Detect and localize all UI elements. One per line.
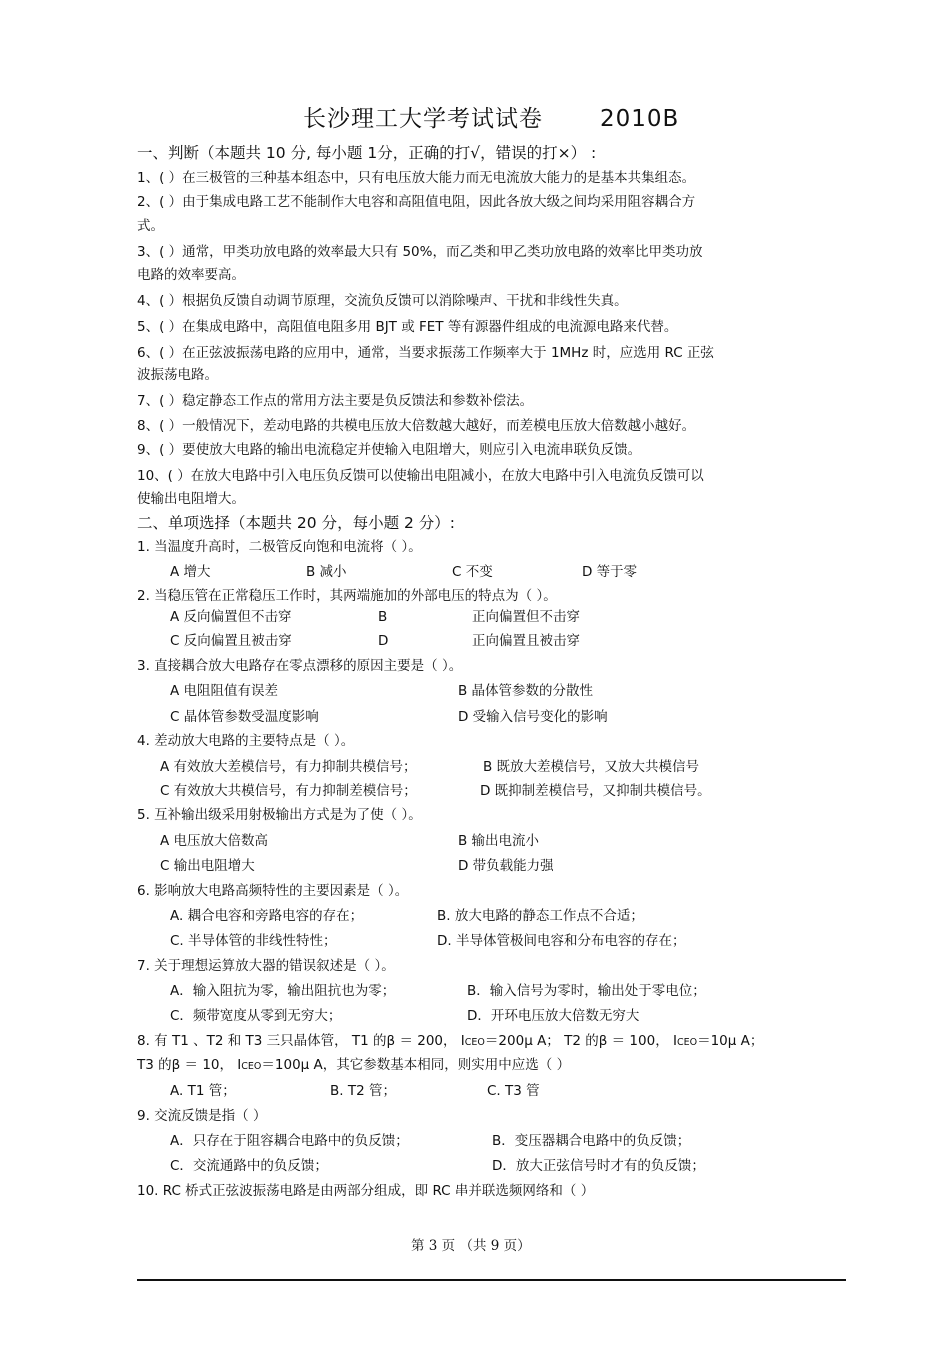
choice-q8-part5: ＝100μ A，其它参数基本相同，则实用中应选（ ） (261, 1057, 571, 1073)
choice-q7-c: C．频带宽度从零到无穷大； (170, 1008, 342, 1024)
choice-q5: 5. 互补输出级采用射极输出方式是为了使（ ）。 (137, 807, 422, 823)
choice-q10: 10. RC 桥式正弦波振荡电路是由两部分组成，即 RC 串并联选频网络和（ ） (137, 1183, 595, 1199)
choice-q4-d: D 既抑制差模信号，又抑制共模信号。 (480, 783, 711, 799)
section1-heading: 一、判断（本题共 10 分, 每小题 1分，正确的打√，错误的打×） : (137, 144, 597, 162)
exam-code: 2010B (600, 106, 680, 132)
judge-item-1: 1、( ）在三极管的三种基本组态中，只有电压放大能力而无电流放大能力的是基本共集组态。 (137, 170, 696, 186)
choice-q9: 9. 交流反馈是指（ ） (137, 1108, 267, 1124)
choice-q9-a: A．只存在于阻容耦合电路中的负反馈； (170, 1133, 409, 1149)
choice-q6-d: D. 半导体管极间电容和分布电容的存在； (437, 933, 686, 949)
choice-q7-b: B．输入信号为零时，输出处于零电位； (467, 983, 706, 999)
choice-q8-c: C. T3 管 (487, 1083, 540, 1099)
judge-item-2-cont: 式。 (137, 218, 164, 234)
exam-title: 长沙理工大学考试试卷 (303, 106, 543, 132)
choice-q1-d: D 等于零 (582, 564, 638, 580)
footer-rule (137, 1279, 846, 1281)
choice-q2-c: C 反向偏置且被击穿 (170, 633, 292, 649)
choice-q5-a: A 电压放大倍数高 (160, 833, 269, 849)
judge-item-10: 10、( ）在放大电路中引入电压负反馈可以使输出电阻减小，在放大电路中引入电流负反馈可以 (137, 468, 704, 484)
iceo-subscript: CEO (676, 1037, 698, 1048)
judge-item-8: 8、( ）一般情况下，差动电路的共模电压放大倍数越大越好，而差模电压放大倍数越小越好。 (137, 418, 696, 434)
choice-q1-c: C 不变 (452, 564, 493, 580)
choice-q8-cont (137, 1056, 570, 1076)
choice-q2-b: 正向偏置但不击穿 (472, 609, 580, 625)
choice-q8-part1: 8. 有 T1 、T2 和 T3 三只晶体管， T1 的β ＝ 200， I (137, 1033, 465, 1049)
choice-q2-a: A 反向偏置但不击穿 (170, 609, 292, 625)
choice-q6-a: A. 耦合电容和旁路电容的存在； (170, 908, 364, 924)
judge-item-4: 4、( ）根据负反馈自动调节原理，交流负反馈可以消除噪声、干扰和非线性失真。 (137, 293, 628, 309)
iceo-subscript: CEO (241, 1061, 262, 1072)
choice-q1: 1. 当温度升高时，二极管反向饱和电流将（ ）。 (137, 539, 422, 555)
choice-q7-d: D．开环电压放大倍数无穷大 (467, 1008, 640, 1024)
judge-item-6-cont: 波振荡电路。 (137, 367, 218, 383)
iceo-subscript: CEO (464, 1037, 485, 1048)
choice-q1-b: B 减小 (306, 564, 347, 580)
choice-q2-d: 正向偏置且被击穿 (472, 633, 580, 649)
judge-item-2: 2、( ）由于集成电路工艺不能制作大电容和高阻值电阻，因此各放大级之间均采用阻容耦合方 (137, 194, 696, 210)
judge-item-3: 3、( ）通常，甲类功放电路的效率最大只有 50%，而乙类和甲乙类功放电路的效率比甲类功放 (137, 244, 703, 260)
judge-item-10-cont: 使输出电阻增大。 (137, 491, 245, 507)
choice-q3-d: D 受输入信号变化的影响 (458, 709, 608, 725)
choice-q6-b: B. 放大电路的静态工作点不合适； (437, 908, 644, 924)
choice-q8-part2: ＝200μ A； T2 的β ＝ 100， I (484, 1033, 677, 1049)
choice-q9-c: C．交流通路中的负反馈； (170, 1158, 328, 1174)
choice-q6-c: C. 半导体管的非线性特性； (170, 933, 337, 949)
choice-q2-b-letter: B (378, 609, 388, 625)
choice-q4-a: A 有效放大差模信号，有力抑制共模信号； (160, 759, 417, 775)
choice-q3-c: C 晶体管参数受温度影响 (170, 709, 319, 725)
page-number-footer: 第 3 页 （共 9 页） (411, 1238, 531, 1254)
choice-q8-part3: ＝10μ A； (697, 1033, 764, 1049)
judge-item-5: 5、( ）在集成电路中，高阻值电阻多用 BJT 或 FET 等有源器件组成的电流源电路来代替。 (137, 319, 678, 335)
choice-q4: 4. 差动放大电路的主要特点是（ ）。 (137, 733, 355, 749)
judge-item-3-cont: 电路的效率要高。 (137, 267, 245, 283)
choice-q8-a: A. T1 管； (170, 1083, 236, 1099)
choice-q7: 7. 关于理想运算放大器的错误叙述是（ ）。 (137, 958, 395, 974)
choice-q4-c: C 有效放大共模信号，有力抑制差模信号； (160, 783, 417, 799)
choice-q8 (137, 1032, 763, 1052)
choice-q4-b: B 既放大差模信号，又放大共模信号 (483, 759, 700, 775)
choice-q8-b: B. T2 管； (330, 1083, 396, 1099)
choice-q9-b: B．变压器耦合电路中的负反馈； (492, 1133, 691, 1149)
choice-q1-a: A 增大 (170, 564, 211, 580)
choice-q3: 3. 直接耦合放大电路存在零点漂移的原因主要是（ ）。 (137, 658, 463, 674)
section2-heading: 二、单项选择（本题共 20 分，每小题 2 分）: (137, 514, 456, 532)
choice-q3-b: B 晶体管参数的分散性 (458, 683, 594, 699)
judge-item-7: 7、( ）稳定静态工作点的常用方法主要是负反馈法和参数补偿法。 (137, 393, 534, 409)
choice-q3-a: A 电阻阻值有误差 (170, 683, 279, 699)
choice-q5-d: D 带负载能力强 (458, 858, 554, 874)
choice-q9-d: D．放大正弦信号时才有的负反馈； (492, 1158, 705, 1174)
choice-q2: 2. 当稳压管在正常稳压工作时，其两端施加的外部电压的特点为（ ）。 (137, 588, 557, 604)
choice-q6: 6. 影响放大电路高频特性的主要因素是（ ）。 (137, 883, 409, 899)
choice-q8-part4: T3 的β ＝ 10， I (137, 1057, 242, 1073)
choice-q5-b: B 输出电流小 (458, 833, 540, 849)
judge-item-9: 9、( ）要使放大电路的输出电流稳定并使输入电阻增大，则应引入电流串联负反馈。 (137, 442, 642, 458)
judge-item-6: 6、( ）在正弦波振荡电路的应用中，通常，当要求振荡工作频率大于 1MHz 时，应选用 RC 正弦 (137, 345, 714, 361)
choice-q5-c: C 输出电阻增大 (160, 858, 255, 874)
choice-q2-d-letter: D (378, 633, 389, 649)
choice-q7-a: A．输入阻抗为零，输出阻抗也为零； (170, 983, 396, 999)
